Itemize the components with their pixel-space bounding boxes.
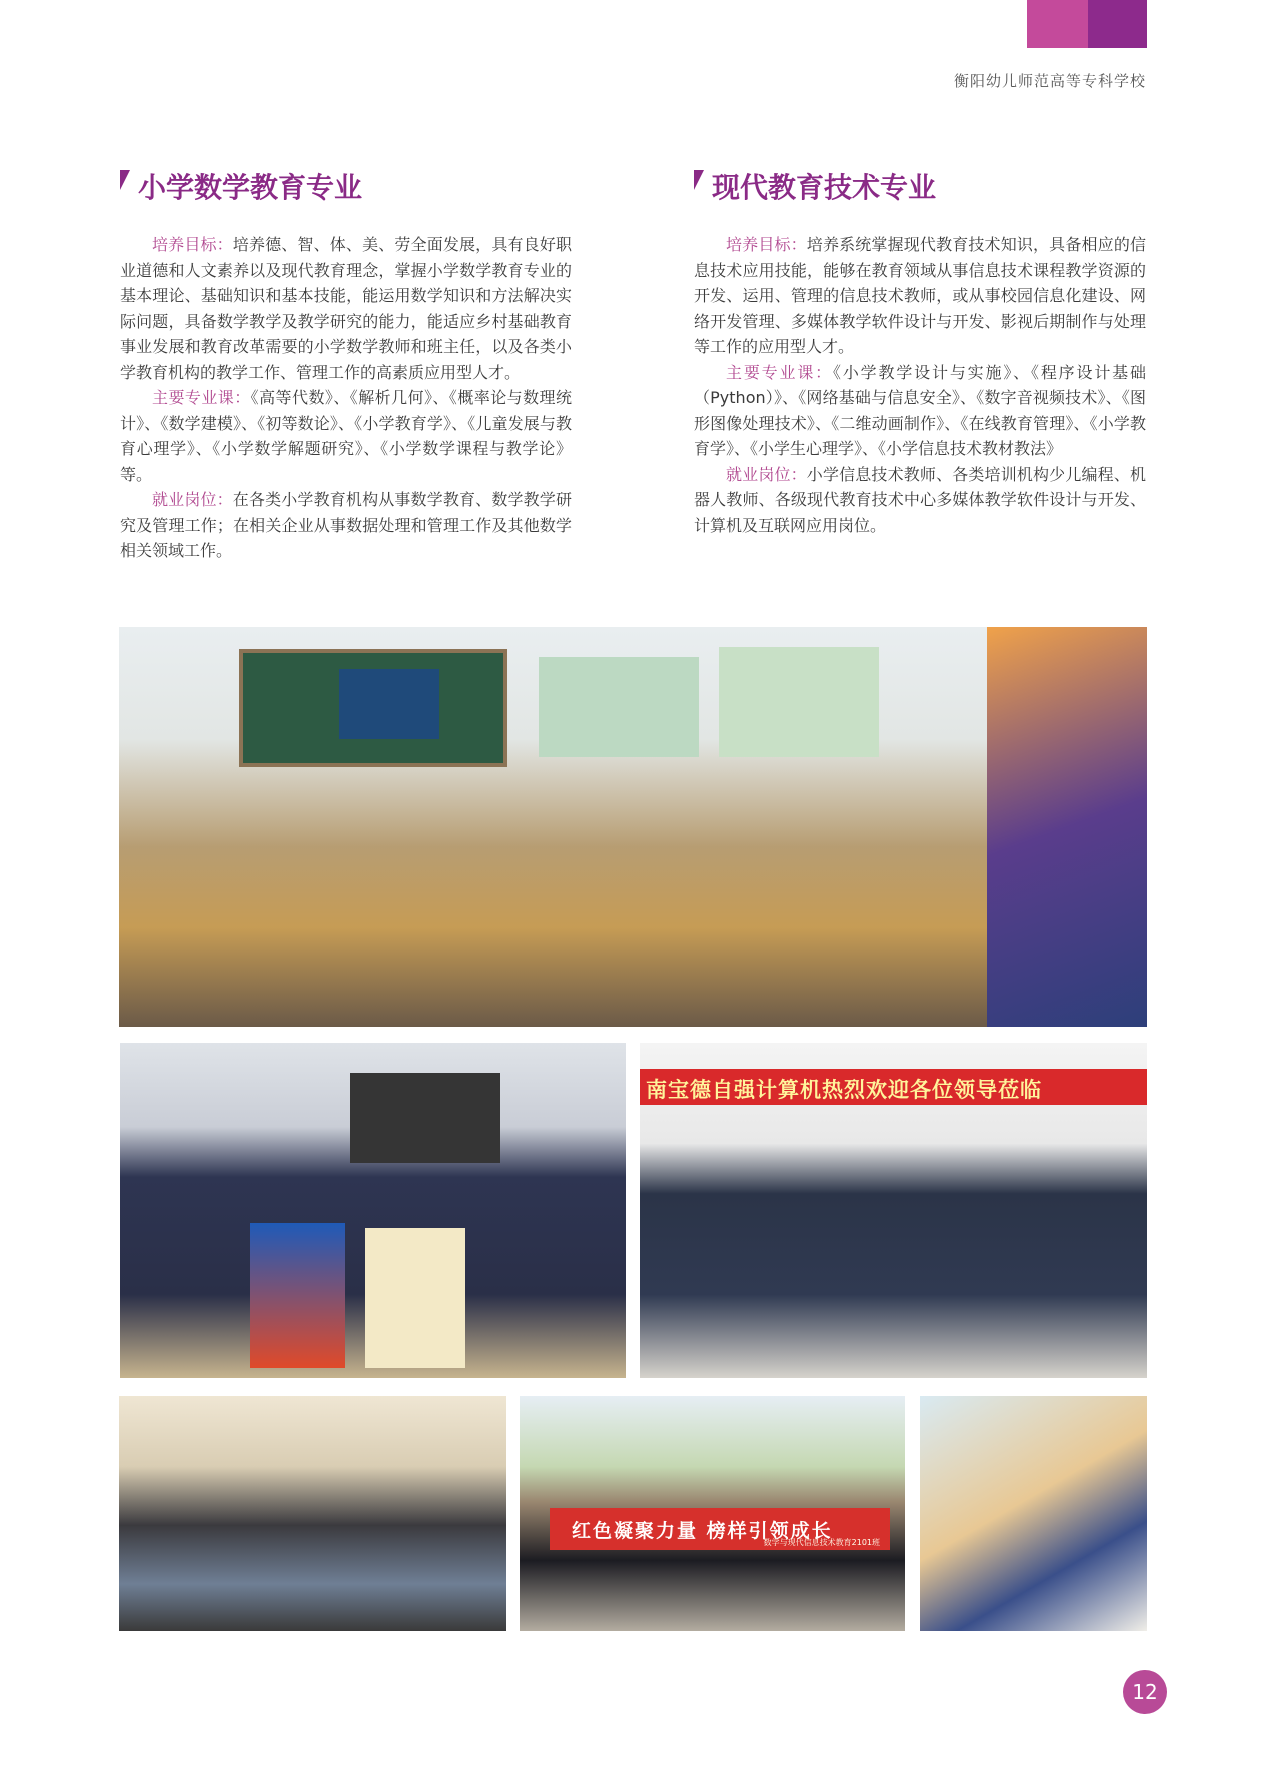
school-name: 衡阳幼儿师范高等专科学校 <box>953 72 1146 90</box>
jobs-label: 就业岗位： <box>152 490 233 509</box>
courses-label: 主要专业课： <box>152 388 251 407</box>
welcome-banner-text: 南宝德自强计算机热烈欢迎各位领导莅临 <box>646 1078 1042 1102</box>
jobs-text: 小学信息技术教师、各类培训机构少儿编程、机器人教师、各级现代教育技术中心多媒体教学软件设计与开发、计算机及互联网应用岗位。 <box>694 464 1146 535</box>
window <box>719 647 879 757</box>
math-education-section <box>120 168 572 564</box>
jobs-text: 在各类小学教育机构从事数学教育、数学教学研究及管理工作；在相关企业从事数据处理和管理工作及其他数学相关领域工作。 <box>120 490 572 560</box>
notice-poster <box>365 1228 465 1368</box>
red-banner-text: 红色凝聚力量 榜样引领成长 <box>572 1520 833 1542</box>
section-title-text: 小学数学教育专业 <box>138 171 363 204</box>
training-goal-paragraph <box>694 232 1146 360</box>
title-mark-icon <box>694 170 704 190</box>
goal-text: 培养德、智、体、美、劳全面发展，具有良好职业道德和人文素养以及现代教育理念，掌握小学数学教育专业的基本理论、基础知识和基本技能，能运用数学知识和方法解决实际问题，具备数学教学及教学研究的能力，能适应乡村基础教育事业发展和教育改革需要的小学数学教师和班主任，以及各类小学教育机构的教学工作、管理工作的高素质应用型人才。 <box>120 235 572 382</box>
courses-text: 《小学教学设计与实施》、《程序设计基础（Python）》、《网络基础与信息安全》、《数字音视频技术》、《图形图像处理技术》、《二维动画制作》、《在线教育管理》、《小学教育学》、《小学生心理学》、《小学信息技术教材教法》 <box>694 362 1146 458</box>
blackboard <box>350 1073 500 1163</box>
classroom-teaching-photo <box>119 627 1147 1027</box>
painted-wall <box>987 627 1147 1027</box>
party-history-museum-photo <box>520 1396 905 1631</box>
courses-paragraph <box>120 385 572 487</box>
red-banner-subtext: 数学与现代信息技术教育2101班 <box>763 1538 880 1547</box>
title-mark-icon <box>120 170 130 190</box>
goal-text: 培养系统掌握现代教育技术知识，具备相应的信息技术应用技能，能够在教育领域从事信息技术课程教学资源的开发、运用、管理的信息技术教师，或从事校园信息化建设、网络开发管理、多媒体教学软件设计与开发、影视后期制作与处理等工作的应用型人才。 <box>694 235 1146 356</box>
company-visit-photo <box>640 1043 1147 1378</box>
recruit-poster <box>250 1223 345 1368</box>
video-shooting-photo <box>119 1396 506 1631</box>
education-technology-section <box>694 168 1146 538</box>
student-practice-photo <box>920 1396 1147 1631</box>
corner-tab-decoration <box>1027 0 1147 48</box>
courses-label: 主要专业课： <box>726 362 833 382</box>
jobs-paragraph <box>694 462 1146 539</box>
red-banner <box>550 1508 890 1550</box>
courses-text: 《高等代数》、《解析几何》、《概率论与数理统计》、《数学建模》、《初等数论》、《小学教育学》、《儿童发展与教育心理学》、《小学数学解题研究》、《小学数学课程与教学论》等。 <box>120 388 572 484</box>
corner-tab-dark <box>1088 0 1147 48</box>
jobs-label: 就业岗位： <box>726 464 807 484</box>
courses-paragraph <box>694 360 1146 462</box>
training-goal-paragraph <box>120 232 572 385</box>
section-title-text: 现代教育技术专业 <box>712 171 937 204</box>
section-title <box>694 168 1146 208</box>
goal-label: 培养目标： <box>152 235 233 254</box>
corner-tab-light <box>1027 0 1088 48</box>
goal-label: 培养目标： <box>726 235 807 254</box>
window <box>539 657 699 757</box>
page-number: 12 <box>1123 1670 1167 1714</box>
welcome-banner <box>640 1069 1147 1105</box>
club-recruitment-photo <box>120 1043 626 1378</box>
projector-screen <box>339 669 439 739</box>
jobs-paragraph <box>120 487 572 564</box>
section-title <box>120 168 572 208</box>
